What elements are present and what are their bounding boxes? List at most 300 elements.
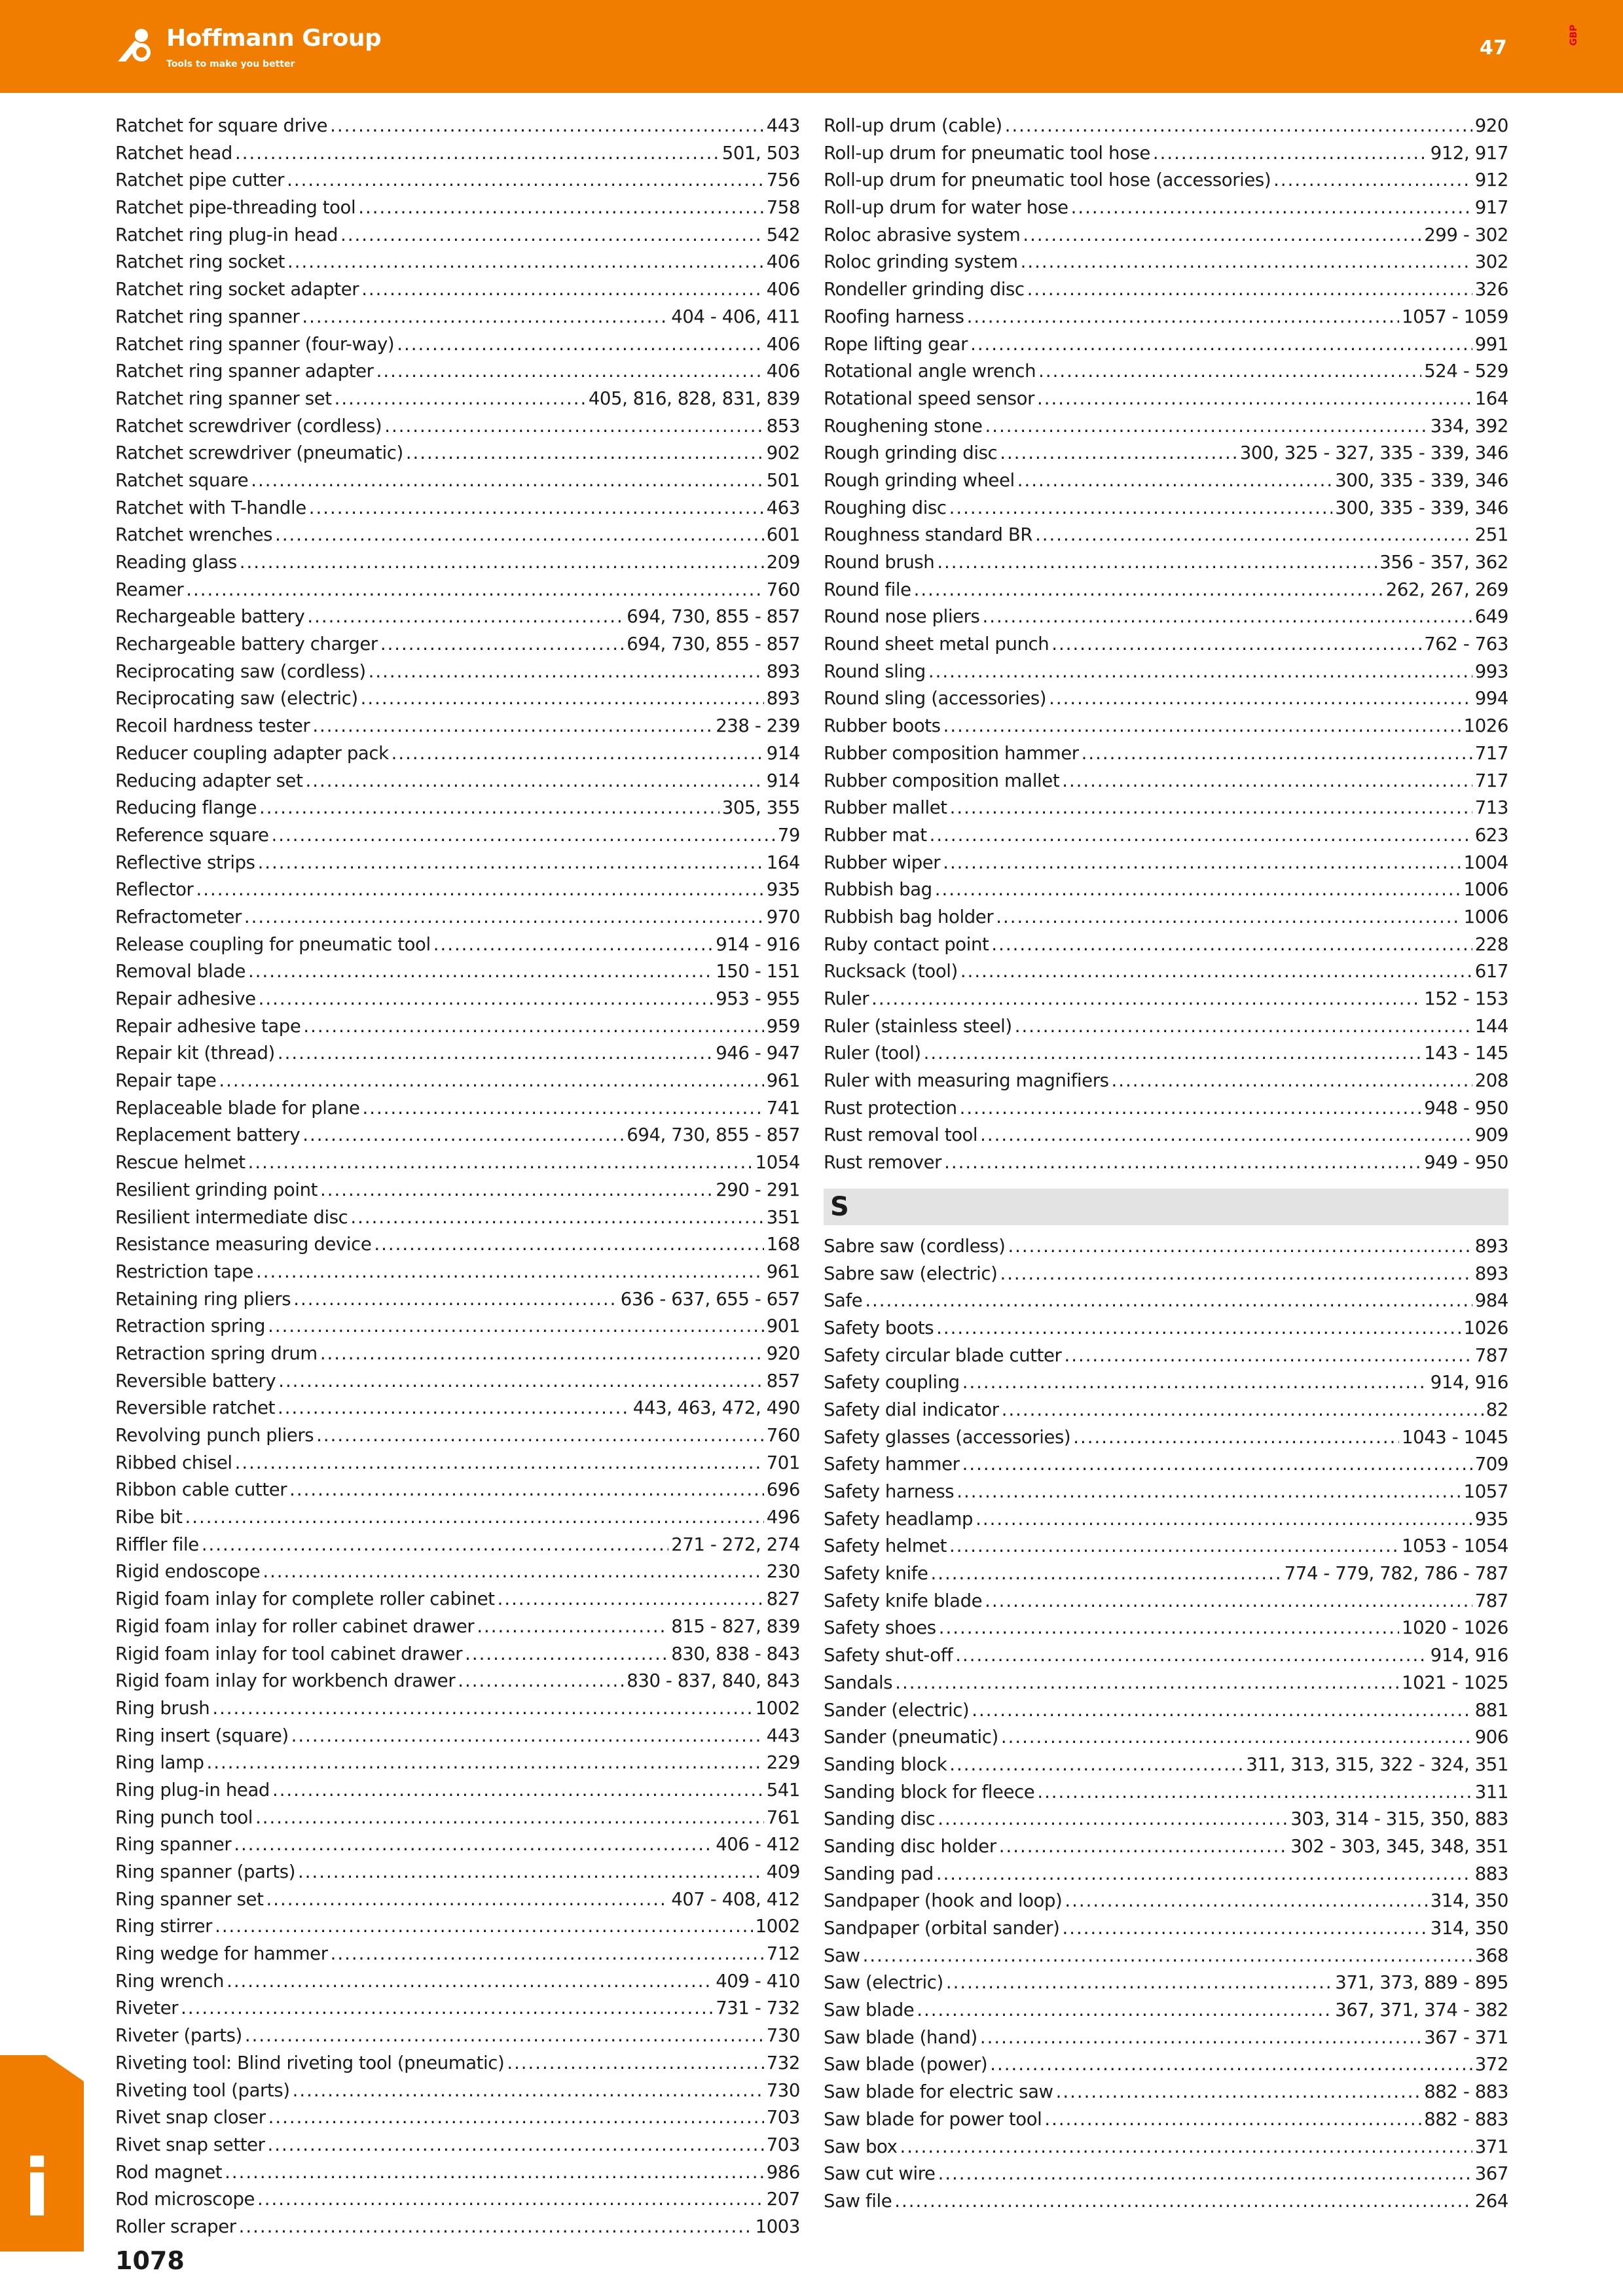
dot-leader bbox=[914, 577, 1383, 604]
dot-leader bbox=[1056, 2079, 1422, 2106]
index-entry bbox=[115, 1723, 800, 1750]
index-pages: 914 bbox=[766, 742, 800, 764]
index-term: Rucksack (tool) bbox=[824, 961, 958, 982]
index-pages: 168 bbox=[766, 1234, 800, 1255]
index-pages: 463 bbox=[766, 497, 800, 518]
dot-leader bbox=[185, 1504, 764, 1532]
index-entry bbox=[824, 768, 1508, 795]
index-term: Sander (electric) bbox=[824, 1699, 970, 1721]
dot-leader bbox=[374, 1231, 763, 1259]
index-pages: 367 - 371 bbox=[1424, 2026, 1508, 2048]
index-entry bbox=[115, 1013, 800, 1041]
index-pages: 443 bbox=[766, 1725, 800, 1746]
index-term: Round brush bbox=[824, 552, 935, 573]
dot-leader bbox=[1273, 167, 1472, 194]
index-term: Roloc abrasive system bbox=[824, 224, 1021, 245]
index-term: Safety shut-off bbox=[824, 1645, 953, 1666]
index-term: Saw blade bbox=[824, 2000, 915, 2021]
index-pages: 893 bbox=[766, 660, 800, 682]
dot-leader bbox=[980, 1122, 1472, 1149]
dot-leader bbox=[900, 2134, 1472, 2161]
index-pages: 857 bbox=[766, 1370, 800, 1391]
index-pages: 311 bbox=[1474, 1781, 1508, 1803]
index-term: Ratchet square bbox=[115, 469, 249, 491]
dot-leader bbox=[392, 740, 764, 768]
index-pages: 300, 335 - 339, 346 bbox=[1335, 469, 1508, 491]
index-entry bbox=[115, 1313, 800, 1340]
index-pages: 311, 313, 315, 322 - 324, 351 bbox=[1246, 1753, 1508, 1775]
index-term: Repair adhesive tape bbox=[115, 1015, 301, 1037]
index-entry bbox=[115, 276, 800, 304]
index-pages: 984 bbox=[1474, 1290, 1508, 1312]
index-entry bbox=[115, 1641, 800, 1668]
index-pages: 601 bbox=[766, 524, 800, 546]
dot-leader bbox=[433, 931, 713, 959]
dot-leader bbox=[970, 331, 1472, 359]
dot-leader bbox=[259, 986, 714, 1013]
index-term: Ring plug-in head bbox=[115, 1779, 270, 1801]
dot-leader bbox=[1021, 249, 1472, 276]
index-term: Rust removal tool bbox=[824, 1124, 978, 1146]
index-term: Resilient intermediate disc bbox=[115, 1206, 348, 1228]
dot-leader bbox=[257, 2186, 764, 2214]
index-term: Repair adhesive bbox=[115, 988, 256, 1009]
index-pages: 290 - 291 bbox=[716, 1179, 800, 1200]
dot-leader bbox=[980, 2024, 1421, 2052]
dot-leader bbox=[863, 1943, 1472, 1970]
index-entry bbox=[824, 276, 1508, 304]
index-term: Rust protection bbox=[824, 1097, 957, 1119]
index-pages: 961 bbox=[766, 1070, 800, 1092]
dot-leader bbox=[268, 2132, 764, 2159]
index-term: Reducer coupling adapter pack bbox=[115, 742, 389, 764]
index-entry bbox=[115, 1204, 800, 1232]
index-pages: 830, 838 - 843 bbox=[671, 1643, 800, 1664]
index-pages: 912, 917 bbox=[1430, 142, 1508, 164]
section-heading-s: S bbox=[824, 1189, 1508, 1225]
index-entry bbox=[824, 986, 1508, 1013]
dot-leader bbox=[275, 522, 764, 549]
index-entry bbox=[115, 2159, 800, 2187]
dot-leader bbox=[212, 1695, 752, 1723]
index-pages: 636 - 637, 655 - 657 bbox=[620, 1288, 800, 1310]
index-entry bbox=[115, 113, 800, 140]
index-pages: 356 - 357, 362 bbox=[1379, 552, 1508, 573]
index-entry bbox=[115, 1913, 800, 1941]
dot-leader bbox=[380, 631, 624, 658]
index-term: Ratchet ring spanner (four-way) bbox=[115, 333, 395, 355]
index-entry bbox=[824, 1397, 1508, 1424]
dot-leader bbox=[235, 140, 720, 168]
index-pages: 694, 730, 855 - 857 bbox=[627, 1124, 800, 1146]
index-pages: 617 bbox=[1474, 961, 1508, 982]
index-term: Reciprocating saw (cordless) bbox=[115, 660, 366, 682]
index-pages: 993 bbox=[1474, 660, 1508, 682]
dot-leader bbox=[406, 440, 764, 467]
index-entry bbox=[115, 1067, 800, 1095]
index-entry bbox=[824, 549, 1508, 577]
dot-leader bbox=[939, 1615, 1399, 1642]
index-entry bbox=[824, 2106, 1508, 2134]
index-term: Ribe bit bbox=[115, 1507, 183, 1528]
index-pages: 314, 350 bbox=[1430, 1918, 1508, 1939]
index-term: Sanding pad bbox=[824, 1863, 934, 1884]
dot-leader bbox=[955, 1642, 1427, 1670]
index-term: Saw box bbox=[824, 2136, 898, 2157]
index-pages: 300, 335 - 339, 346 bbox=[1335, 497, 1508, 518]
index-pages: 827 bbox=[766, 1588, 800, 1610]
index-term: Retaining ring pliers bbox=[115, 1288, 291, 1310]
index-pages: 143 - 145 bbox=[1424, 1043, 1508, 1064]
index-pages: 1057 - 1059 bbox=[1402, 306, 1508, 327]
dot-leader bbox=[335, 386, 586, 413]
index-entry bbox=[824, 1779, 1508, 1806]
dot-leader bbox=[309, 495, 764, 522]
index-term: Safety glasses (accessories) bbox=[824, 1426, 1071, 1448]
index-term: Replaceable blade for plane bbox=[115, 1097, 360, 1119]
index-pages: 623 bbox=[1474, 824, 1508, 846]
index-pages: 1026 bbox=[1463, 1317, 1508, 1338]
dot-leader bbox=[397, 331, 763, 359]
dot-leader bbox=[312, 713, 713, 740]
dot-leader bbox=[289, 1477, 764, 1504]
index-term: Rivet snap setter bbox=[115, 2134, 265, 2155]
dot-leader bbox=[331, 1941, 764, 1968]
index-entry bbox=[115, 795, 800, 822]
dot-leader bbox=[931, 1560, 1282, 1588]
index-pages: 902 bbox=[766, 442, 800, 464]
index-entry bbox=[824, 713, 1508, 740]
dot-leader bbox=[924, 1040, 1422, 1067]
index-entry bbox=[824, 331, 1508, 359]
dot-leader bbox=[967, 304, 1399, 331]
index-pages: 756 bbox=[766, 170, 800, 191]
index-pages: 79 bbox=[777, 824, 800, 846]
dot-leader bbox=[928, 658, 1472, 686]
dot-leader bbox=[1049, 685, 1472, 713]
index-pages: 1057 bbox=[1463, 1481, 1508, 1502]
dot-leader bbox=[215, 1913, 753, 1941]
dot-leader bbox=[1001, 1724, 1472, 1751]
dot-leader bbox=[936, 1861, 1472, 1888]
index-entry bbox=[824, 1806, 1508, 1833]
dot-leader bbox=[207, 1749, 764, 1777]
index-term: Rigid foam inlay for tool cabinet drawer bbox=[115, 1643, 463, 1664]
hoffmann-logo-icon bbox=[115, 24, 161, 63]
index-term: Rigid foam inlay for workbench drawer bbox=[115, 1670, 456, 1692]
index-entry bbox=[824, 1969, 1508, 1997]
index-entry bbox=[824, 358, 1508, 386]
index-entry bbox=[824, 1642, 1508, 1670]
index-term: Saw blade for electric saw bbox=[824, 2081, 1053, 2103]
dot-leader bbox=[316, 1422, 764, 1450]
index-pages: 760 bbox=[766, 579, 800, 600]
index-term: Safety dial indicator bbox=[824, 1399, 999, 1420]
index-entry bbox=[115, 1558, 800, 1586]
index-entry bbox=[115, 931, 800, 959]
dot-leader bbox=[894, 2188, 1472, 2215]
dot-leader bbox=[1005, 113, 1472, 140]
index-entry bbox=[115, 1831, 800, 1859]
index-entry bbox=[824, 1451, 1508, 1479]
index-pages: 230 bbox=[766, 1561, 800, 1583]
dot-leader bbox=[458, 1668, 624, 1695]
index-pages: 712 bbox=[766, 1943, 800, 1965]
index-entry bbox=[115, 904, 800, 931]
dot-leader bbox=[272, 822, 775, 850]
index-entry bbox=[115, 1259, 800, 1286]
index-entry bbox=[824, 1342, 1508, 1370]
index-pages: 703 bbox=[766, 2107, 800, 2128]
index-entry bbox=[824, 495, 1508, 522]
dot-leader bbox=[293, 2077, 764, 2105]
index-term: Reducing adapter set bbox=[115, 770, 303, 791]
index-pages: 164 bbox=[766, 852, 800, 873]
index-pages: 271 - 272, 274 bbox=[671, 1534, 800, 1555]
index-pages: 406 bbox=[766, 279, 800, 300]
index-entry bbox=[824, 467, 1508, 495]
index-term: Ribbon cable cutter bbox=[115, 1479, 287, 1501]
dot-leader bbox=[936, 1315, 1461, 1342]
index-entry bbox=[115, 167, 800, 194]
index-pages: 762 - 763 bbox=[1424, 634, 1508, 655]
index-pages: 228 bbox=[1474, 933, 1508, 955]
index-pages: 1002 bbox=[755, 1916, 800, 1937]
dot-leader bbox=[1051, 631, 1421, 658]
index-term: Saw file bbox=[824, 2190, 892, 2212]
index-term: Saw cut wire bbox=[824, 2163, 936, 2185]
index-entry bbox=[115, 2022, 800, 2050]
dot-leader bbox=[962, 1451, 1472, 1479]
dot-leader bbox=[307, 603, 624, 631]
index-term: Roofing harness bbox=[824, 306, 964, 327]
index-pages: 229 bbox=[766, 1752, 800, 1774]
index-term: Reversible battery bbox=[115, 1370, 276, 1391]
dot-leader bbox=[1044, 2106, 1421, 2134]
index-entry bbox=[824, 577, 1508, 604]
index-term: Safety shoes bbox=[824, 1617, 936, 1639]
index-entry bbox=[824, 795, 1508, 822]
index-pages: 443 bbox=[766, 115, 800, 136]
index-entry bbox=[824, 1424, 1508, 1452]
index-group-r bbox=[824, 113, 1508, 1177]
dot-leader bbox=[1002, 1397, 1484, 1424]
index-entry bbox=[115, 577, 800, 604]
dot-leader bbox=[376, 358, 764, 386]
dot-leader bbox=[320, 1177, 713, 1204]
dot-leader bbox=[268, 1313, 764, 1340]
index-entry bbox=[824, 304, 1508, 331]
side-tab-letter: i bbox=[24, 2144, 51, 2234]
index-pages: 914 bbox=[766, 770, 800, 791]
index-entry bbox=[824, 740, 1508, 768]
index-term: Ratchet with T-handle bbox=[115, 497, 306, 518]
index-entry bbox=[824, 2051, 1508, 2079]
dot-leader bbox=[302, 1122, 624, 1149]
index-pages: 406 bbox=[766, 251, 800, 273]
index-pages: 730 bbox=[766, 2079, 800, 2101]
index-term: Ring punch tool bbox=[115, 1806, 253, 1828]
dot-leader bbox=[946, 1969, 1332, 1997]
index-term: Safety harness bbox=[824, 1481, 955, 1502]
index-entry bbox=[824, 1588, 1508, 1615]
index-pages: 649 bbox=[1474, 606, 1508, 628]
index-pages: 326 bbox=[1474, 279, 1508, 300]
index-pages: 541 bbox=[766, 1779, 800, 1801]
index-term: Rechargeable battery bbox=[115, 606, 305, 628]
index-pages: 883 bbox=[1474, 1863, 1508, 1884]
index-entry bbox=[115, 413, 800, 440]
index-pages: 694, 730, 855 - 857 bbox=[627, 634, 800, 655]
index-entry bbox=[824, 222, 1508, 249]
index-entry bbox=[115, 386, 800, 413]
index-entry bbox=[824, 1670, 1508, 1697]
dot-leader bbox=[1037, 386, 1472, 413]
index-pages: 703 bbox=[766, 2134, 800, 2155]
index-pages: 758 bbox=[766, 197, 800, 219]
dot-leader bbox=[251, 467, 763, 495]
dot-leader bbox=[943, 850, 1461, 877]
index-pages: 404 - 406, 411 bbox=[671, 306, 800, 327]
index-pages: 302 - 303, 345, 348, 351 bbox=[1290, 1835, 1508, 1857]
dot-leader bbox=[983, 603, 1472, 631]
index-term: Rescue helmet bbox=[115, 1152, 246, 1174]
index-term: Riveting tool (parts) bbox=[115, 2079, 290, 2101]
index-term: Riveting tool: Blind riveting tool (pneumatic) bbox=[115, 2052, 505, 2073]
index-term: Ring spanner set bbox=[115, 1888, 264, 1910]
dot-leader bbox=[202, 1532, 668, 1559]
index-entry bbox=[115, 2186, 800, 2214]
index-pages: 717 bbox=[1474, 770, 1508, 791]
dot-leader bbox=[225, 2159, 764, 2187]
dot-leader bbox=[256, 1259, 764, 1286]
index-term: Ring stirrer bbox=[115, 1916, 213, 1937]
index-term: Ratchet screwdriver (pneumatic) bbox=[115, 442, 403, 464]
dot-leader bbox=[865, 1287, 1472, 1315]
index-entry bbox=[115, 1532, 800, 1559]
index-term: Saw blade (hand) bbox=[824, 2026, 977, 2048]
index-entry bbox=[115, 2104, 800, 2132]
index-pages: 994 bbox=[1474, 688, 1508, 709]
index-pages: 351 bbox=[766, 1206, 800, 1228]
index-entry bbox=[824, 440, 1508, 467]
index-term: Round sling (accessories) bbox=[824, 688, 1047, 709]
index-pages: 164 bbox=[1474, 387, 1508, 409]
index-term: Release coupling for pneumatic tool bbox=[115, 933, 431, 955]
dot-leader bbox=[361, 685, 764, 713]
index-term: Sanding block bbox=[824, 1753, 947, 1775]
index-entry bbox=[824, 1833, 1508, 1861]
index-pages: 901 bbox=[766, 1316, 800, 1337]
index-pages: 305, 355 bbox=[721, 797, 800, 819]
index-pages: 914, 916 bbox=[1430, 1372, 1508, 1393]
index-term: Rubber composition hammer bbox=[824, 742, 1079, 764]
index-entry bbox=[115, 2214, 800, 2241]
index-term: Saw blade for power tool bbox=[824, 2108, 1042, 2130]
index-entry bbox=[115, 1586, 800, 1613]
index-term: Ratchet ring spanner adapter bbox=[115, 361, 374, 382]
index-pages: 1043 - 1045 bbox=[1402, 1426, 1508, 1448]
index-term: Refractometer bbox=[115, 906, 242, 927]
index-pages: 730 bbox=[766, 2025, 800, 2047]
index-term: Ratchet ring socket bbox=[115, 251, 285, 273]
header-page-number: 47 bbox=[1480, 37, 1507, 60]
index-entry bbox=[824, 167, 1508, 194]
index-entry bbox=[824, 603, 1508, 631]
index-entry bbox=[824, 1560, 1508, 1588]
index-entry bbox=[824, 904, 1508, 931]
index-pages: 731 - 732 bbox=[716, 1998, 800, 2019]
index-term: Safety hammer bbox=[824, 1454, 960, 1475]
index-pages: 407 - 408, 412 bbox=[671, 1888, 800, 1910]
index-entry bbox=[824, 958, 1508, 986]
index-entry bbox=[115, 249, 800, 276]
index-entry bbox=[824, 1233, 1508, 1261]
index-term: Roller scraper bbox=[115, 2215, 236, 2237]
index-term: Ruby contact point bbox=[824, 933, 989, 955]
index-pages: 696 bbox=[766, 1479, 800, 1501]
index-term: Riveter (parts) bbox=[115, 2025, 242, 2047]
index-term: Safety knife blade bbox=[824, 1590, 983, 1611]
index-term: Reciprocating saw (electric) bbox=[115, 688, 358, 709]
index-pages: 303, 314 - 315, 350, 883 bbox=[1290, 1808, 1508, 1830]
index-entry bbox=[115, 1886, 800, 1914]
index-pages: 406 bbox=[766, 333, 800, 355]
index-term: Rubber boots bbox=[824, 715, 941, 737]
index-term: Replacement battery bbox=[115, 1124, 301, 1146]
index-term: Rubber mat bbox=[824, 824, 927, 846]
index-entry bbox=[824, 194, 1508, 222]
index-entry bbox=[115, 1859, 800, 1886]
index-pages: 961 bbox=[766, 1261, 800, 1282]
index-entry bbox=[824, 1040, 1508, 1067]
index-term: Rubber mallet bbox=[824, 797, 947, 819]
page-header bbox=[0, 0, 1623, 93]
index-term: Safety headlamp bbox=[824, 1508, 974, 1530]
index-pages: 1020 - 1026 bbox=[1402, 1617, 1508, 1639]
index-entry bbox=[824, 1067, 1508, 1095]
dot-leader bbox=[245, 2022, 764, 2050]
dot-leader bbox=[1037, 1779, 1472, 1806]
index-entry bbox=[115, 2077, 800, 2105]
index-pages: 986 bbox=[766, 2161, 800, 2183]
index-entry bbox=[115, 986, 800, 1013]
language-code: GBP bbox=[1569, 24, 1579, 46]
index-entry bbox=[115, 140, 800, 168]
index-pages: 920 bbox=[1474, 115, 1508, 136]
index-pages: 935 bbox=[1474, 1508, 1508, 1530]
index-entry bbox=[115, 1995, 800, 2022]
index-entry bbox=[824, 1287, 1508, 1315]
dot-leader bbox=[340, 222, 764, 249]
index-entry bbox=[115, 603, 800, 631]
index-term: Repair kit (thread) bbox=[115, 1043, 275, 1064]
index-entry bbox=[115, 304, 800, 331]
index-pages: 405, 816, 828, 831, 839 bbox=[588, 387, 800, 409]
index-term: Ratchet screwdriver (cordless) bbox=[115, 415, 382, 437]
dot-leader bbox=[985, 1588, 1472, 1615]
index-pages: 208 bbox=[1474, 1070, 1508, 1092]
index-term: Sandals bbox=[824, 1672, 893, 1693]
index-pages: 893 bbox=[766, 688, 800, 709]
index-pages: 760 bbox=[766, 1425, 800, 1446]
index-entry bbox=[115, 768, 800, 795]
index-entry bbox=[824, 2024, 1508, 2052]
index-term: Reversible ratchet bbox=[115, 1397, 276, 1419]
index-term: Sanding disc holder bbox=[824, 1835, 996, 1857]
dot-leader bbox=[990, 2051, 1472, 2079]
dot-leader bbox=[302, 304, 668, 331]
